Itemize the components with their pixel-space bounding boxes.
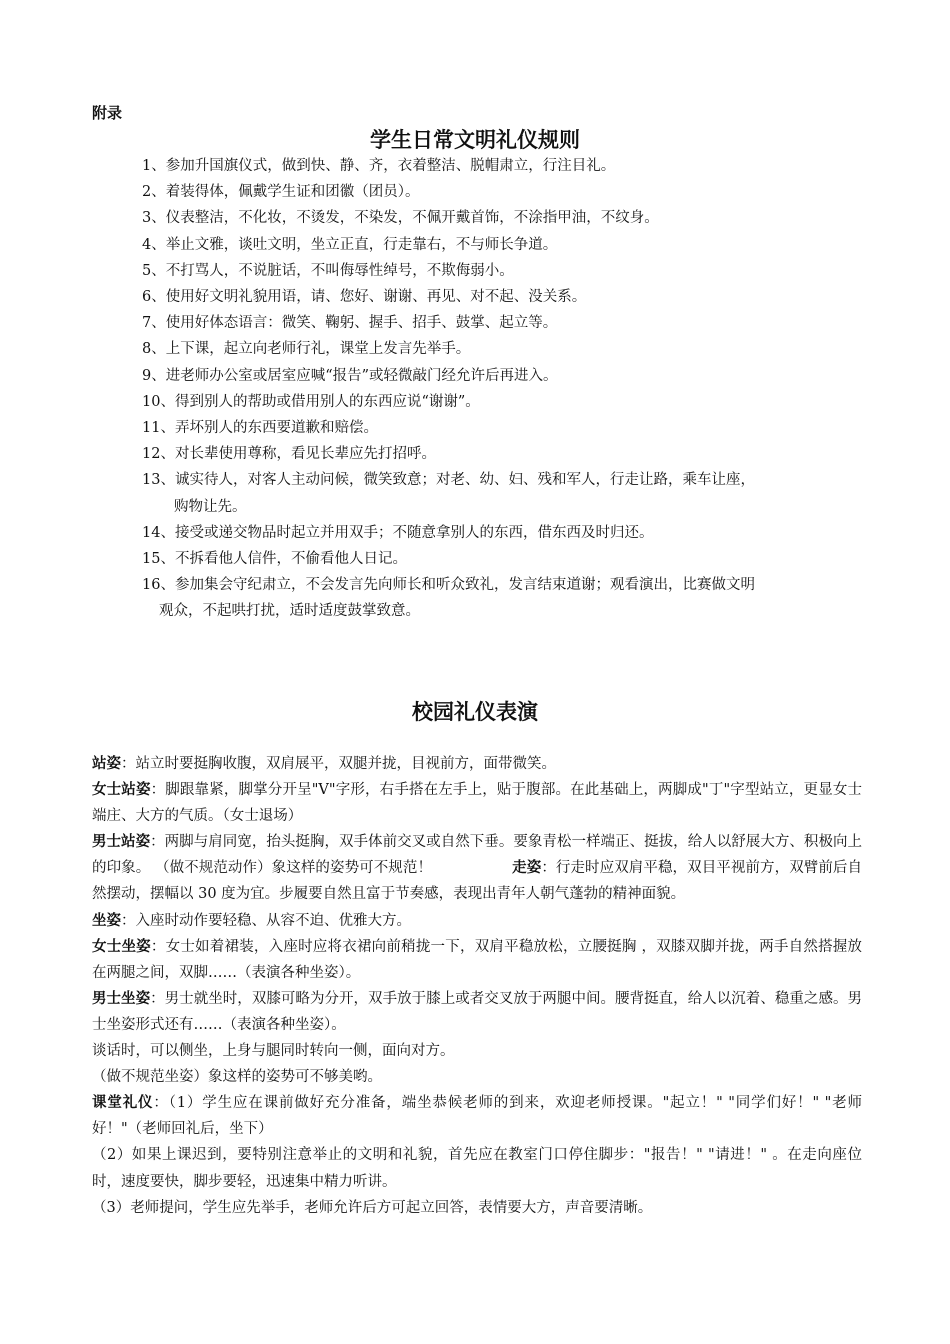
paragraph-text: ：两脚与肩同宽，抬头挺胸，双手体前交叉或自然下垂。要象青松一样端正、挺拔，给人以舒展大方、积极向上的印象。 （做不规范动作）象这样的姿势可不规范！ xyxy=(92,834,863,877)
term-label: 课堂礼仪 xyxy=(92,1095,154,1112)
performance-section xyxy=(92,751,862,1221)
rule-number: 3、 xyxy=(142,210,166,227)
paragraph-text: ：女士如着裙装，入座时应将衣裙向前稍拢一下，双肩平稳放松，立腰挺胸 ，双膝双脚并拢，两手自然搭握放在两腿之间，双脚……（表演各种坐姿）。 xyxy=(92,938,863,981)
paragraph-standing xyxy=(92,751,862,777)
paragraph-male-standing xyxy=(92,829,862,907)
paragraph-text: ：行走时应双肩平稳，双目平视前方，双臂前后自然摆动，摆幅以 30 度为宜。步履要自然且富于节奏感，表现出青年人朝气蓬勃的精神面貌。 xyxy=(92,860,863,903)
rule-text: 仪表整洁，不化妆，不烫发，不染发，不佩开戴首饰，不涂指甲油，不纹身。 xyxy=(165,210,659,227)
rule-number: 1、 xyxy=(142,158,166,174)
rule-number: 6、 xyxy=(142,289,166,306)
rule-item xyxy=(142,467,862,519)
term-label: 男士站姿 xyxy=(92,834,151,851)
rule-item xyxy=(142,336,862,362)
paragraph-female-standing xyxy=(92,777,862,829)
rule-number: 2、 xyxy=(142,184,166,201)
rule-number: 10、 xyxy=(142,393,175,410)
term-label: 站姿 xyxy=(92,756,121,772)
appendix-label: 附录 xyxy=(92,104,123,122)
paragraph-text: ：站立时要挺胸收腹，双肩展平，双腿并拢，目视前方，面带微笑。 xyxy=(121,756,556,772)
term-label: 走姿 xyxy=(512,860,542,877)
rule-item xyxy=(142,415,862,441)
rule-item xyxy=(142,363,862,389)
term-label: 女士坐姿 xyxy=(92,938,151,955)
paragraph-female-sitting xyxy=(92,934,862,986)
term-label: 男士坐姿 xyxy=(92,990,151,1007)
rule-item xyxy=(142,258,862,284)
rule-text: 得到别人的帮助或借用别人的东西应说“谢谢”。 xyxy=(174,393,480,410)
paragraph-late: （2）如果上课迟到，要特别注意举止的文明和礼貌，首先应在教室门口停住脚步："报告！" "请进！" 。在走向座位时，速度要快，脚步要轻，迅速集中精力听讲。 xyxy=(92,1147,862,1190)
rule-text: 使用好体态语言：微笑、鞠躬、握手、招手、鼓掌、起立等。 xyxy=(165,315,558,332)
rule-text: 进老师办公室或居室应喊“报告”或轻微敲门经允许后再进入。 xyxy=(165,367,558,384)
performance-title: 校园礼仪表演 xyxy=(412,700,538,724)
rule-text: 对长辈使用尊称，看见长辈应先打招呼。 xyxy=(174,446,436,463)
paragraph-text: ：脚跟靠紧，脚掌分开呈"V"字形，右手搭在左手上，贴于腹部。在此基础上，两脚成"丁"字型站立，更显女士端庄、大方的气质。（女士退场） xyxy=(92,782,862,825)
term-label: 女士站姿 xyxy=(92,782,151,799)
rule-number: 12、 xyxy=(142,446,175,463)
rule-number: 11、 xyxy=(142,420,175,437)
rule-item xyxy=(142,546,862,572)
rule-text: 着装得体，佩戴学生证和团徽（团员）。 xyxy=(165,184,420,201)
paragraph-question: （3）老师提问，学生应先举手，老师允许后方可起立回答，表情要大方，声音要清晰。 xyxy=(92,1199,653,1216)
rules-title: 学生日常文明礼仪规则 xyxy=(370,128,580,152)
rule-item xyxy=(142,389,862,415)
term-label: 坐姿 xyxy=(92,912,121,929)
rule-item xyxy=(142,572,862,624)
paragraph-male-sitting xyxy=(92,986,862,1038)
rule-number: 7、 xyxy=(142,315,166,332)
rule-item xyxy=(142,310,862,336)
rule-text: 参加集会守纪肃立，不会发言先向师长和听众致礼，发言结束道谢；观看演出，比赛做文明 xyxy=(174,577,755,594)
rule-item xyxy=(142,441,862,467)
rule-number: 5、 xyxy=(142,262,166,279)
rule-number: 14、 xyxy=(142,524,175,541)
paragraph-sitting xyxy=(92,908,862,934)
rule-text: 接受或递交物品时起立并用双手；不随意拿别人的东西，借东西及时归还。 xyxy=(174,524,654,541)
rule-text-continued: 观众，不起哄打扰，适时适度鼓掌致意。 xyxy=(159,603,420,620)
rule-text: 诚实待人，对客人主动问候，微笑致意；对老、幼、妇、残和军人，行走让路，乘车让座， xyxy=(174,472,755,489)
rule-number: 13、 xyxy=(142,472,175,489)
rule-text: 弄坏别人的东西要道歉和赔偿。 xyxy=(174,420,378,437)
rule-number: 8、 xyxy=(142,341,166,358)
rule-item xyxy=(142,232,862,258)
rule-number: 9、 xyxy=(142,367,166,384)
rule-text: 上下课，起立向老师行礼，课堂上发言先举手。 xyxy=(165,341,471,358)
paragraph-classroom xyxy=(92,1090,862,1142)
paragraph-talking: 谈话时，可以侧坐，上身与腿同时转向一侧，面向对方。 xyxy=(92,1043,455,1060)
rule-number: 16、 xyxy=(142,577,175,594)
paragraph-nonstandard-sitting: （做不规范坐姿）象这样的姿势可不够美哟。 xyxy=(92,1069,382,1086)
rule-number: 15、 xyxy=(142,551,175,568)
rule-text-continued: 购物让先。 xyxy=(174,498,247,515)
rule-text: 使用好文明礼貌用语，请、您好、谢谢、再见、对不起、没关系。 xyxy=(165,289,587,306)
rule-item xyxy=(142,205,862,231)
paragraph-text: ：男士就坐时，双膝可略为分开，双手放于膝上或者交叉放于两腿中间。腰背挺直，给人以沉着、稳重之感。男士坐姿形式还有……（表演各种坐姿）。 xyxy=(92,990,863,1033)
rules-list xyxy=(142,153,862,625)
paragraph-text: ：入座时动作要轻稳、从容不迫、优雅大方。 xyxy=(121,912,411,929)
rule-item xyxy=(142,520,862,546)
rule-item xyxy=(142,284,862,310)
rule-text: 不拆看他人信件，不偷看他人日记。 xyxy=(174,551,407,568)
rule-text: 参加升国旗仪式，做到快、静、齐，衣着整洁、脱帽肃立，行注目礼。 xyxy=(165,158,616,174)
rule-item xyxy=(142,179,862,205)
paragraph-text: ：（1）学生应在课前做好充分准备，端坐恭候老师的到来，欢迎老师授课。"起立！" "同学们好！" "老师好！"（老师回礼后，坐下） xyxy=(92,1095,862,1138)
rule-text: 不打骂人，不说脏话，不叫侮辱性绰号，不欺侮弱小。 xyxy=(165,262,514,279)
rule-item xyxy=(142,153,862,179)
rule-text: 举止文雅，谈吐文明，坐立正直，行走靠右，不与师长争道。 xyxy=(165,236,558,253)
rule-number: 4、 xyxy=(142,236,166,253)
